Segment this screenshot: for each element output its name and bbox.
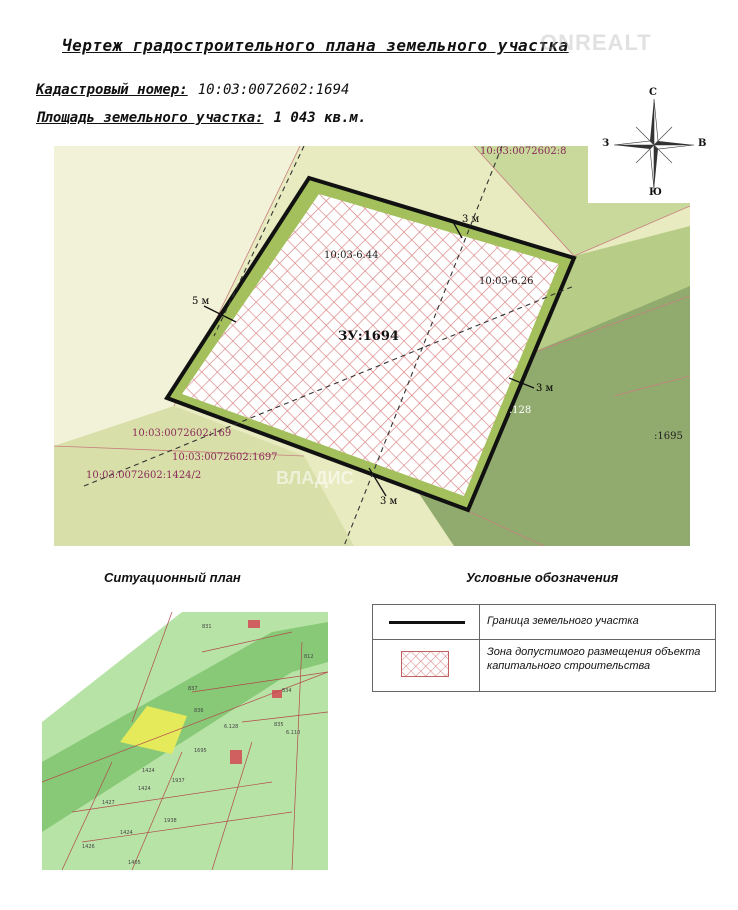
legend-zone-text: Зона допустимого размещения объекта капитального строительства (487, 646, 701, 672)
area-value: 1 043 кв.м. (273, 110, 367, 126)
area-label: Площадь земельного участка: (36, 110, 264, 126)
svg-text:1937: 1937 (172, 778, 185, 784)
svg-text:831: 831 (202, 624, 212, 630)
zone-label: .128 (509, 405, 532, 416)
cad-label-right: :1695 (654, 431, 683, 442)
svg-text:812: 812 (304, 654, 314, 660)
svg-text:1424: 1424 (142, 768, 155, 774)
legend-table (372, 604, 716, 692)
svg-text:834: 834 (282, 688, 292, 694)
compass-east: В (698, 138, 707, 149)
cad-label-1: 10:03:0072602:169 (132, 428, 232, 439)
svg-text:1695: 1695 (194, 748, 207, 754)
inner-label-1: 10:03-6.44 (324, 250, 379, 261)
situation-plan-map (42, 612, 328, 870)
cad-label-3: 10:03:0072602:1424/2 (86, 470, 202, 481)
cadastral-row (36, 82, 349, 98)
svg-text:1424: 1424 (138, 786, 151, 792)
area-row (36, 110, 366, 126)
watermark-map: ВЛАДИС (276, 468, 354, 488)
offset-left-label: 5 м (192, 296, 210, 307)
svg-text:1405: 1405 (128, 860, 141, 866)
compass-rose (588, 85, 712, 203)
cadastral-label: Кадастровый номер: (36, 82, 188, 98)
situation-building (272, 690, 282, 698)
boundary-line-sample (389, 621, 465, 624)
svg-text:1938: 1938 (164, 818, 177, 824)
offset-bottom-label: 3 м (380, 496, 398, 507)
parcel-id-label: ЗУ:1694 (338, 329, 399, 344)
parcel-plan-map (54, 146, 690, 546)
offset-right-label: 3 м (536, 383, 554, 394)
compass-west: З (602, 138, 610, 149)
situation-building (248, 620, 260, 628)
svg-text:837: 837 (188, 686, 198, 692)
compass-north: С (649, 87, 657, 98)
hatch-sample (401, 651, 449, 677)
cadastral-value: 10:03:0072602:1694 (197, 82, 350, 98)
cad-label-top-right: 10:03:0072602:8 (480, 146, 567, 157)
situation-building (230, 750, 242, 764)
inner-label-2: 10:03-6.26 (479, 276, 534, 287)
cad-label-2: 10:03:0072602:1697 (172, 452, 278, 463)
svg-text:1424: 1424 (120, 830, 133, 836)
svg-text:1426: 1426 (82, 844, 95, 850)
svg-text:6.128: 6.128 (224, 724, 239, 730)
svg-text:835: 835 (274, 722, 284, 728)
legend-heading: Условные обозначения (466, 570, 619, 585)
svg-text:6.110: 6.110 (286, 730, 301, 736)
offset-top-label: 3 м (462, 214, 480, 225)
compass-south: Ю (649, 187, 662, 198)
page-title: Чертеж градостроительного плана земельного участка (62, 36, 569, 55)
legend-boundary-text: Граница земельного участка (487, 615, 639, 627)
situation-heading: Ситуационный план (104, 570, 241, 585)
svg-text:1427: 1427 (102, 800, 115, 806)
watermark-logo: ONREALT (540, 30, 652, 55)
svg-text:836: 836 (194, 708, 204, 714)
